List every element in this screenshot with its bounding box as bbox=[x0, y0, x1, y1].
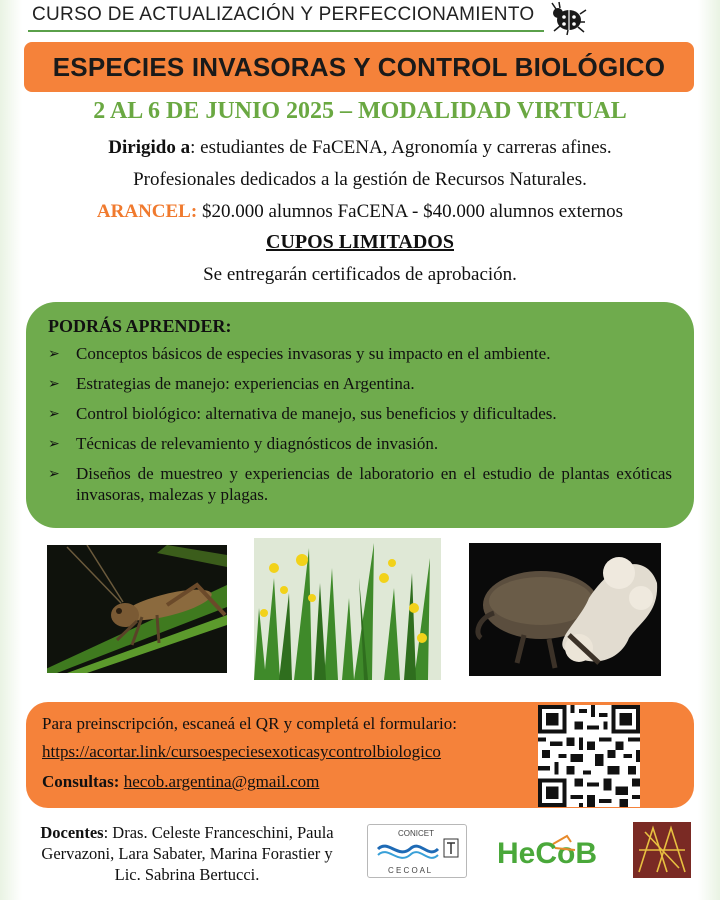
fee-text: $20.000 alumnos FaCENA - $40.000 alumnos externos bbox=[197, 201, 624, 222]
audience-line-1 bbox=[0, 137, 720, 159]
teachers-credits bbox=[28, 822, 346, 885]
qr-code[interactable] bbox=[538, 705, 640, 807]
learn-item-text: Técnicas de relevamiento y diagnósticos de invasión. bbox=[76, 434, 439, 453]
fee-label: ARANCEL: bbox=[96, 201, 198, 222]
learn-list bbox=[48, 343, 672, 505]
grasshopper-photo bbox=[47, 545, 227, 673]
certificates-note: Se entregarán certificados de aprobación. bbox=[203, 264, 517, 285]
arrow-bullet-icon: ➢ bbox=[48, 437, 60, 452]
title-banner bbox=[24, 42, 694, 92]
ladybug-icon bbox=[548, 0, 588, 36]
teachers-names: : Dras. Celeste Franceschini, Paula Gervazoni, Lara Sabater, Marina Forastier y Lic. Sabrina Bertucci. bbox=[41, 823, 334, 884]
learn-title: PODRÁS APRENDER: bbox=[48, 316, 232, 336]
audience-text-1: : estudiantes de FaCENA, Agronomía y carreras afines. bbox=[190, 137, 612, 158]
registration-link[interactable]: https://acortar.link/cursoespeciesexoticasycontrolbiologico bbox=[42, 742, 441, 761]
arrow-bullet-icon: ➢ bbox=[48, 467, 60, 482]
arrow-bullet-icon: ➢ bbox=[48, 407, 60, 422]
audience-line-2: Profesionales dedicados a la gestión de Recursos Naturales. bbox=[133, 169, 587, 190]
course-title: ESPECIES INVASORAS Y CONTROL BIOLÓGICO bbox=[52, 51, 666, 82]
list-item bbox=[48, 373, 672, 395]
audience-label: Dirigido a bbox=[108, 137, 191, 158]
learn-item-text: Control biológico: alternativa de manejo, sus beneficios y dificultades. bbox=[76, 404, 557, 423]
contact-label: Consultas: bbox=[42, 772, 120, 791]
conicet-label: CONICET bbox=[398, 829, 434, 838]
learn-box bbox=[26, 302, 694, 528]
fee-line bbox=[0, 201, 720, 223]
learn-item-text: Estrategias de manejo: experiencias en Argentina. bbox=[76, 374, 415, 393]
contact-email-link[interactable]: hecob.argentina@gmail.com bbox=[123, 772, 320, 791]
course-type-label: CURSO DE ACTUALIZACIÓN Y PERFECCIONAMIENTO bbox=[32, 4, 535, 25]
learn-item-text: Diseños de muestreo y experiencias de laboratorio en el estudio de plantas exóticas invasoras, malezas y plagas. bbox=[76, 464, 672, 504]
conicet-cecoal-logo bbox=[367, 824, 467, 878]
learn-item-text: Conceptos básicos de especies invasoras y su impacto en el ambiente. bbox=[76, 344, 551, 363]
header-divider bbox=[28, 30, 544, 32]
hecob-label: HeCoB bbox=[497, 837, 598, 870]
teachers-label: Docentes bbox=[40, 823, 104, 842]
arrow-bullet-icon: ➢ bbox=[48, 377, 60, 392]
hecob-logo bbox=[495, 830, 611, 874]
arrow-bullet-icon: ➢ bbox=[48, 347, 60, 362]
yellow-iris-plants-photo bbox=[254, 538, 441, 680]
list-item bbox=[48, 433, 672, 455]
limited-spots: CUPOS LIMITADOS bbox=[266, 231, 454, 253]
cecoal-label: C E C O A L bbox=[388, 866, 432, 875]
institution-logo bbox=[633, 822, 691, 878]
course-dates: 2 AL 6 DE JUNIO 2025 – MODALIDAD VIRTUAL bbox=[93, 98, 627, 124]
list-item bbox=[48, 343, 672, 365]
weevil-with-fungus-photo bbox=[469, 543, 661, 676]
list-item bbox=[48, 403, 672, 425]
registration-instructions: Para preinscripción, escaneá el QR y completá el formulario: bbox=[42, 714, 457, 733]
contact-line bbox=[42, 772, 319, 792]
list-item bbox=[48, 463, 672, 505]
